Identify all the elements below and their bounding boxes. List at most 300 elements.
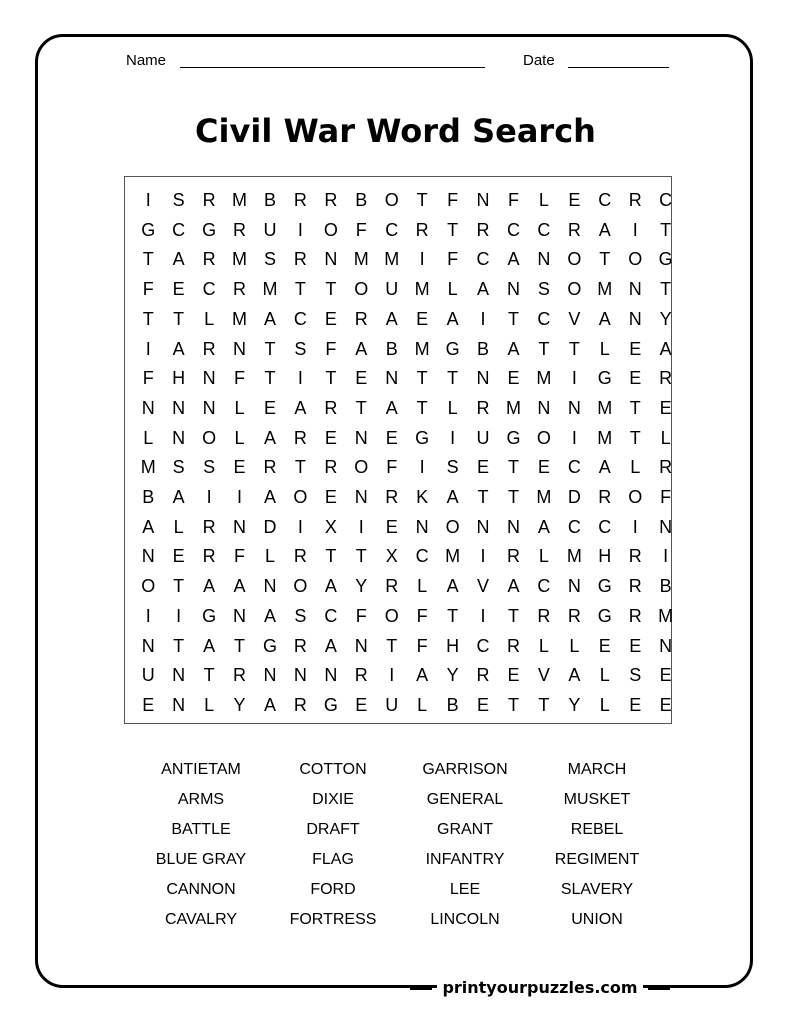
grid-letter: T (568, 338, 580, 359)
grid-letter: F (355, 219, 367, 240)
grid-letter: O (445, 516, 460, 537)
grid-letter: L (204, 308, 215, 329)
grid-letter: G (597, 576, 612, 597)
grid-row (133, 660, 681, 690)
grid-letter: C (659, 190, 673, 210)
grid-letter: F (386, 457, 398, 478)
grid-letter: R (567, 219, 581, 240)
grid-letter: I (419, 249, 425, 270)
grid-letter: T (447, 368, 459, 389)
grid-letter: S (203, 457, 216, 478)
grid-letter: S (172, 457, 185, 478)
grid-letter: S (629, 665, 642, 686)
grid-letter: E (477, 457, 490, 478)
grid-letter: T (325, 368, 337, 389)
grid-letter: A (233, 576, 246, 597)
grid-letter: V (477, 576, 490, 597)
grid-letter: Y (233, 694, 246, 715)
grid-letter: N (202, 368, 216, 389)
grid-letter: N (172, 397, 186, 418)
grid-letter: N (202, 397, 216, 418)
word-list-item: REGIMENT (554, 851, 640, 868)
grid-letter: S (172, 190, 185, 210)
grid-letter: A (172, 249, 185, 270)
grid-letter: N (172, 694, 186, 715)
word-list-item: SLAVERY (560, 881, 634, 898)
grid-letter: I (145, 190, 151, 210)
grid-letter: I (297, 368, 303, 389)
grid-letter: G (597, 368, 612, 389)
grid-letter: E (629, 635, 642, 656)
grid-letter: T (507, 308, 519, 329)
grid-letter: N (172, 427, 186, 448)
grid-letter: A (324, 576, 337, 597)
grid-row (133, 363, 681, 393)
grid-letter: N (537, 249, 551, 270)
grid-letter: R (354, 308, 368, 329)
grid-letter: C (415, 546, 429, 567)
word-list-item: COTTON (299, 761, 367, 778)
grid-letter: U (385, 279, 399, 300)
grid-letter: I (571, 368, 577, 389)
grid-letter: N (172, 665, 186, 686)
grid-letter: T (629, 427, 641, 448)
grid-letter: R (659, 457, 673, 478)
grid-letter: E (477, 694, 490, 715)
grid-letter: R (628, 605, 642, 626)
name-label: Name (126, 52, 167, 69)
grid-letter: I (663, 546, 669, 567)
grid-letter: I (237, 487, 243, 507)
page-title: Civil War Word Search (195, 112, 596, 150)
grid-letter: T (173, 576, 185, 597)
grid-letter: N (567, 397, 581, 418)
grid-letter: I (176, 605, 182, 626)
grid-letter: H (446, 635, 460, 656)
grid-letter: F (447, 249, 459, 270)
grid-letter: G (323, 694, 338, 715)
grid-letter: R (202, 249, 216, 270)
grid-letter: L (417, 694, 428, 715)
word-list-item: INFANTRY (425, 851, 505, 868)
grid-letter: L (417, 576, 428, 597)
grid-letter: M (505, 397, 521, 418)
grid-letter: T (234, 635, 246, 656)
grid-letter: N (385, 368, 399, 389)
word-list-item: REBEL (570, 821, 624, 838)
grid-letter: N (141, 546, 155, 567)
grid-letter: C (476, 635, 490, 656)
grid-letter: E (659, 397, 672, 418)
grid-letter: D (567, 487, 581, 507)
grid-letter: N (354, 487, 368, 507)
date-line (568, 67, 669, 68)
grid-letter: I (419, 457, 425, 478)
grid-letter: I (145, 605, 151, 626)
grid-letter: O (202, 427, 217, 448)
grid-letter: E (385, 516, 398, 537)
grid-letter: B (659, 576, 672, 597)
grid-letter: N (567, 576, 581, 597)
grid-letter: F (325, 338, 337, 359)
grid-letter: C (293, 308, 307, 329)
grid-letter: E (385, 427, 398, 448)
grid-letter: O (567, 249, 582, 270)
grid-letter: R (324, 190, 338, 210)
grid-letter: R (506, 635, 520, 656)
grid-letter: N (233, 605, 247, 626)
word-list-item: FORD (310, 881, 356, 898)
grid-row (133, 541, 681, 571)
grid-letter: N (415, 516, 429, 537)
grid-letter: M (597, 279, 613, 300)
grid-row (133, 423, 681, 453)
grid-letter: T (142, 308, 154, 329)
grid-letter: E (629, 694, 642, 715)
grid-letter: A (416, 665, 429, 686)
grid-letter: M (232, 249, 248, 270)
grid-letter: I (571, 427, 577, 448)
grid-letter: T (264, 368, 276, 389)
grid-letter: A (446, 487, 459, 507)
grid-letter: E (537, 457, 550, 478)
grid-letter: F (447, 190, 459, 210)
grid-row (133, 512, 681, 542)
grid-letter: R (354, 665, 368, 686)
grid-letter: Y (355, 576, 368, 597)
grid-letter: S (446, 457, 459, 478)
grid-letter: N (324, 249, 338, 270)
grid-letter: C (598, 516, 612, 537)
grid-letter: T (355, 397, 367, 418)
grid-letter: R (293, 427, 307, 448)
word-list-item: FLAG (312, 851, 354, 868)
grid-letter: T (325, 279, 337, 300)
grid-letter: A (203, 635, 216, 656)
grid-row (133, 690, 681, 720)
grid-letter: R (476, 219, 490, 240)
grid-letter: F (416, 605, 428, 626)
grid-letter: I (389, 665, 395, 686)
grid-letter: N (263, 665, 277, 686)
grid-letter: R (598, 487, 612, 507)
grid-row (133, 304, 681, 334)
grid-letter: Y (568, 694, 581, 715)
grid-letter: A (172, 338, 185, 359)
grid-letter: M (566, 546, 582, 567)
grid-letter: O (354, 279, 369, 300)
grid-letter: N (263, 576, 277, 597)
grid-row (133, 244, 681, 274)
grid-letter: O (141, 576, 156, 597)
grid-letter: L (538, 635, 549, 656)
grid-letter: N (233, 516, 247, 537)
grid-letter: R (293, 635, 307, 656)
grid-letter: O (628, 249, 643, 270)
grid-letter: N (354, 635, 368, 656)
grid-letter: G (415, 427, 430, 448)
grid-letter: N (628, 308, 642, 329)
grid-letter: A (568, 665, 581, 686)
word-list-item: BLUE GRAY (155, 851, 247, 868)
grid-letter: T (660, 279, 672, 300)
footer-site: printyourpuzzles.com (437, 975, 643, 1001)
grid-letter: A (294, 397, 307, 418)
grid-letter: C (172, 219, 186, 240)
grid-letter: N (659, 635, 673, 656)
grid-letter: A (355, 338, 368, 359)
grid-letter: A (598, 457, 611, 478)
grid-letter: T (203, 665, 215, 686)
grid-letter: I (450, 427, 456, 448)
grid-letter: R (202, 546, 216, 567)
grid-letter: X (385, 546, 398, 567)
grid-letter: T (477, 487, 489, 507)
word-list-item: GARRISON (422, 761, 508, 778)
grid-letter: C (567, 457, 581, 478)
grid-letter: T (173, 308, 185, 329)
grid-letter: A (659, 338, 672, 359)
grid-letter: I (480, 546, 486, 567)
grid-letter: G (202, 219, 217, 240)
grid-letter: R (233, 219, 247, 240)
grid-letter: E (172, 279, 185, 300)
grid-letter: L (447, 397, 458, 418)
grid-letter: E (659, 694, 672, 715)
grid-row (133, 482, 681, 512)
grid-letter: A (446, 576, 459, 597)
grid-letter: S (537, 279, 550, 300)
grid-letter: T (416, 397, 428, 418)
grid-row (133, 393, 681, 423)
grid-letter: R (324, 457, 338, 478)
grid-letter: S (263, 249, 276, 270)
word-list-item: MUSKET (563, 791, 631, 808)
grid-letter: F (142, 279, 154, 300)
grid-letter: U (385, 694, 399, 715)
grid-letter: T (507, 487, 519, 507)
grid-letter: C (476, 249, 490, 270)
grid-letter: E (568, 190, 581, 210)
grid-letter: T (629, 397, 641, 418)
footer-line-left (410, 987, 432, 990)
word-list-item: GRANT (437, 821, 493, 838)
grid-letter: E (172, 546, 185, 567)
grid-letter: F (142, 368, 154, 389)
grid-letter: M (140, 457, 156, 478)
grid-letter: A (172, 487, 185, 507)
grid-letter: L (538, 546, 549, 567)
grid-letter: N (476, 516, 490, 537)
grid-letter: O (354, 457, 369, 478)
grid-letter: R (628, 546, 642, 567)
grid-letter: A (263, 308, 276, 329)
name-line (180, 67, 485, 68)
grid-letter: R (293, 694, 307, 715)
grid-letter: F (234, 546, 246, 567)
grid-letter: A (385, 308, 398, 329)
grid-letter: E (355, 368, 368, 389)
grid-letter: B (263, 190, 276, 210)
grid-letter: R (293, 249, 307, 270)
grid-letter: A (324, 635, 337, 656)
grid-letter: A (446, 308, 459, 329)
grid-letter: R (476, 397, 490, 418)
grid-letter: U (141, 665, 155, 686)
grid-letter: G (445, 338, 460, 359)
grid-letter: A (385, 397, 398, 418)
grid-letter: C (506, 219, 520, 240)
grid-letter: M (232, 308, 248, 329)
grid-letter: A (507, 249, 520, 270)
grid-letter: O (323, 219, 338, 240)
grid-letter: R (293, 190, 307, 210)
word-list-item: LINCOLN (430, 911, 500, 928)
grid-letter: T (294, 457, 306, 478)
word-list-item: CANNON (166, 881, 236, 898)
grid-letter: N (537, 397, 551, 418)
grid-letter: M (414, 338, 430, 359)
grid-letter: O (293, 576, 308, 597)
grid-letter: L (173, 516, 184, 537)
grid-letter: M (262, 279, 278, 300)
grid-letter: A (598, 219, 611, 240)
grid-letter: A (203, 576, 216, 597)
grid-row (133, 452, 681, 482)
grid-letter: T (325, 546, 337, 567)
grid-letter: R (202, 190, 216, 210)
grid-letter: C (385, 219, 399, 240)
grid-letter: E (324, 308, 337, 329)
grid-letter: R (233, 279, 247, 300)
grid-letter: L (234, 397, 245, 418)
grid-letter: R (567, 605, 581, 626)
grid-letter: T (264, 338, 276, 359)
grid-letter: G (597, 605, 612, 626)
grid-letter: U (263, 219, 277, 240)
grid-letter: U (476, 427, 490, 448)
word-list-item: UNION (571, 911, 623, 928)
grid-letter: R (628, 190, 642, 210)
grid-letter: T (660, 219, 672, 240)
grid-letter: E (263, 397, 276, 418)
grid-letter: I (297, 516, 303, 537)
grid-letter: T (538, 694, 550, 715)
grid-letter: M (353, 249, 369, 270)
grid-letter: T (538, 338, 550, 359)
grid-letter: N (141, 397, 155, 418)
grid-letter: L (447, 279, 458, 300)
word-list-item: FORTRESS (289, 911, 377, 928)
grid-letter: B (355, 190, 368, 210)
grid-letter: I (145, 338, 151, 359)
grid-letter: N (506, 516, 520, 537)
grid-letter: L (143, 427, 154, 448)
grid-letter: E (324, 427, 337, 448)
grid-letter: R (202, 338, 216, 359)
grid-letter: N (324, 665, 338, 686)
grid-letter: E (659, 665, 672, 686)
grid-letter: L (660, 427, 671, 448)
grid-letter: G (262, 635, 277, 656)
grid-letter: L (234, 427, 245, 448)
grid-letter: M (536, 487, 552, 507)
grid-letter: O (628, 487, 643, 507)
grid-letter: A (537, 516, 550, 537)
grid-row (133, 601, 681, 631)
grid-letter: I (480, 605, 486, 626)
grid-letter: R (506, 546, 520, 567)
grid-letter: M (597, 427, 613, 448)
word-list-item: MARCH (567, 761, 627, 778)
grid-letter: L (204, 694, 215, 715)
grid-letter: M (445, 546, 461, 567)
letter-grid (124, 176, 672, 724)
grid-letter: I (358, 516, 364, 537)
grid-letter: G (202, 605, 217, 626)
grid-letter: T (173, 635, 185, 656)
grid-letter: O (384, 605, 399, 626)
grid-letter: T (447, 605, 459, 626)
grid-letter: T (386, 635, 398, 656)
grid-letter: A (263, 694, 276, 715)
grid-letter: F (660, 487, 672, 507)
grid-letter: B (142, 487, 155, 507)
grid-letter: E (233, 457, 246, 478)
grid-letter: G (141, 219, 156, 240)
grid-letter: R (202, 516, 216, 537)
grid-letter: T (599, 249, 611, 270)
grid-letter: I (632, 219, 638, 240)
grid-letter: C (537, 308, 551, 329)
grid-letter: T (416, 368, 428, 389)
grid-letter: N (659, 516, 673, 537)
grid-letter: F (234, 368, 246, 389)
grid-letter: C (598, 190, 612, 210)
grid-letter: N (476, 368, 490, 389)
grid-letter: M (658, 605, 674, 626)
grid-letter: G (658, 249, 673, 270)
grid-letter: C (324, 605, 338, 626)
word-list-item: ARMS (177, 791, 225, 808)
grid-letter: B (477, 338, 490, 359)
grid-letter: R (324, 397, 338, 418)
grid-row (133, 631, 681, 661)
grid-letter: O (293, 487, 308, 507)
grid-letter: A (477, 279, 490, 300)
grid-letter: M (536, 368, 552, 389)
grid-letter: E (355, 694, 368, 715)
grid-letter: R (233, 665, 247, 686)
word-list-item: BATTLE (171, 821, 231, 838)
grid-letter: E (416, 308, 429, 329)
grid-letter: R (476, 665, 490, 686)
grid-letter: C (567, 516, 581, 537)
grid-letter: R (385, 576, 399, 597)
grid-letter: I (206, 487, 212, 507)
grid-letter: B (385, 338, 398, 359)
grid-letter: R (415, 219, 429, 240)
grid-letter: E (142, 694, 155, 715)
grid-letter: T (355, 546, 367, 567)
grid-letter: K (416, 487, 429, 507)
grid-letter: E (507, 368, 520, 389)
grid-letter: L (569, 635, 580, 656)
grid-letter: H (598, 546, 612, 567)
grid-letter: N (476, 190, 490, 210)
grid-letter: A (507, 576, 520, 597)
grid-letter: R (385, 487, 399, 507)
